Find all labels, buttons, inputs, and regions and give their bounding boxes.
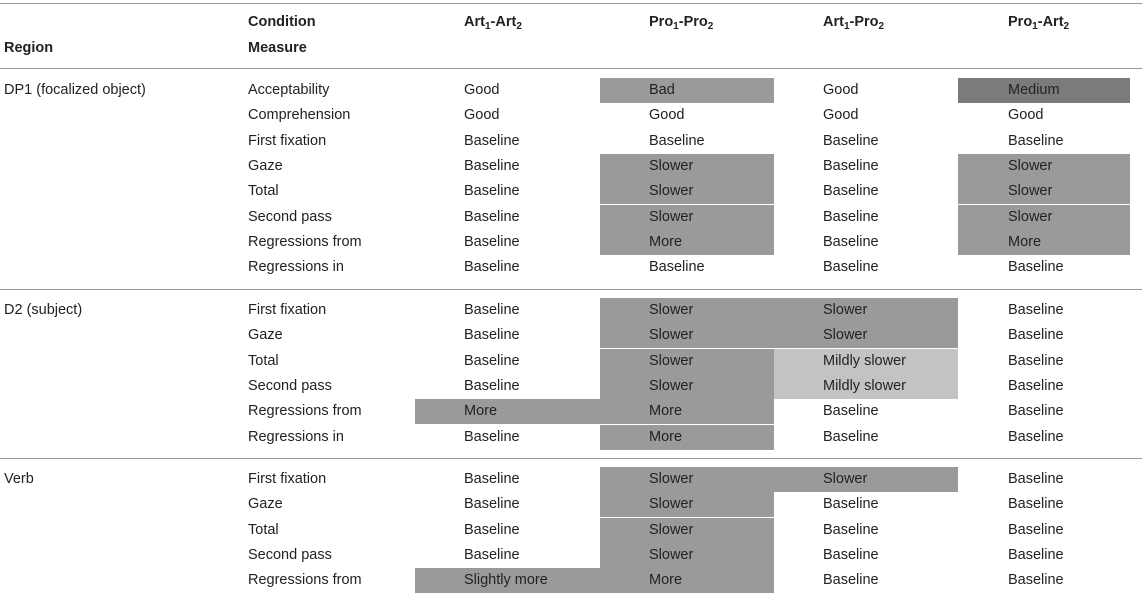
cell-value: Baseline bbox=[464, 302, 520, 318]
cell-value: Baseline bbox=[464, 428, 520, 445]
measure-label: Total bbox=[248, 183, 279, 200]
table-row bbox=[0, 129, 1142, 154]
measure-label: Total bbox=[248, 521, 279, 538]
table-row bbox=[0, 349, 1142, 374]
cell-value: Baseline bbox=[464, 377, 520, 394]
header-condition: Condition bbox=[248, 14, 316, 30]
table-row bbox=[0, 399, 1142, 424]
cell-value: Baseline bbox=[464, 496, 520, 513]
cell-value: More bbox=[464, 403, 498, 420]
header-col-main1: Pro bbox=[1008, 14, 1033, 30]
header-col-pro1-art2 bbox=[1008, 13, 1069, 31]
cell-value: Good bbox=[464, 82, 500, 98]
cell-value: More bbox=[649, 572, 683, 589]
cell-value: Baseline bbox=[1008, 377, 1064, 394]
table-row bbox=[0, 179, 1142, 204]
header-col-sub2: 2 bbox=[1063, 21, 1070, 32]
cell-value: Slower bbox=[649, 546, 694, 563]
cell-value: Slower bbox=[649, 302, 694, 318]
header-col-art1-pro2 bbox=[823, 13, 884, 31]
cell-value: Baseline bbox=[823, 208, 879, 225]
cell-value: Baseline bbox=[823, 403, 879, 420]
region-label: Verb bbox=[4, 471, 34, 487]
header-col-sub1: 1 bbox=[484, 21, 491, 32]
cell-value: Baseline bbox=[1008, 327, 1064, 344]
measure-label: Gaze bbox=[248, 327, 283, 344]
header-region: Region bbox=[4, 40, 54, 56]
cell-value: Baseline bbox=[1008, 403, 1064, 420]
header-col-main1: Art bbox=[823, 14, 844, 30]
cell-value: More bbox=[649, 403, 683, 420]
header-col-main2: Art bbox=[1042, 14, 1064, 30]
cell-value: Baseline bbox=[464, 233, 520, 250]
measure-label: Second pass bbox=[248, 546, 332, 563]
cell-value: Baseline bbox=[823, 428, 879, 445]
cell-value: Baseline bbox=[464, 259, 520, 276]
header-col-sub2: 2 bbox=[878, 21, 885, 32]
cell-value: Slower bbox=[649, 496, 694, 513]
cell-value: Slower bbox=[649, 183, 694, 200]
cell-value: Good bbox=[464, 107, 500, 124]
cell-value: Mildly slower bbox=[823, 377, 906, 394]
cell-value: Good bbox=[823, 82, 859, 98]
measure-label: Regressions from bbox=[248, 572, 362, 589]
cell-value: Baseline bbox=[464, 157, 520, 174]
measure-label: Acceptability bbox=[248, 82, 330, 98]
measure-label: First fixation bbox=[248, 302, 327, 318]
cell-value: Baseline bbox=[823, 572, 879, 589]
cell-value: Baseline bbox=[464, 327, 520, 344]
cell-value: Bad bbox=[649, 82, 675, 98]
measure-label: Second pass bbox=[248, 377, 332, 394]
measure-label: Gaze bbox=[248, 157, 283, 174]
cell-value: Good bbox=[1008, 107, 1044, 124]
cell-highlight bbox=[958, 230, 1130, 255]
measure-label: Regressions in bbox=[248, 259, 344, 276]
cell-value: Baseline bbox=[823, 496, 879, 513]
cell-value: More bbox=[1008, 233, 1042, 250]
cell-value: Baseline bbox=[1008, 496, 1064, 513]
cell-highlight bbox=[600, 78, 774, 103]
cell-value: Baseline bbox=[823, 259, 879, 276]
measure-label: Regressions from bbox=[248, 233, 362, 250]
header-col-sub2: 2 bbox=[516, 21, 522, 32]
cell-value: Good bbox=[823, 107, 859, 124]
cell-highlight bbox=[415, 399, 600, 424]
cell-value: Slower bbox=[1008, 183, 1053, 200]
cell-value: Baseline bbox=[464, 132, 520, 149]
header-rule bbox=[0, 68, 1142, 69]
header-col-main1: Art bbox=[464, 14, 485, 30]
measure-label: Gaze bbox=[248, 496, 283, 513]
header-col-main2: Art bbox=[495, 14, 517, 30]
measure-label: Regressions in bbox=[248, 428, 344, 445]
header-col-art1-art2 bbox=[464, 13, 522, 31]
region-label: DP1 (focalized object) bbox=[4, 82, 146, 98]
measure-label: First fixation bbox=[248, 471, 327, 487]
header-col-sub2: 2 bbox=[707, 21, 714, 32]
cell-value: Baseline bbox=[464, 521, 520, 538]
cell-value: Slower bbox=[649, 208, 694, 225]
cell-value: Baseline bbox=[1008, 521, 1064, 538]
header-col-sub1: 1 bbox=[1032, 21, 1038, 32]
cell-value: Baseline bbox=[1008, 428, 1064, 445]
header-col-pro1-pro2 bbox=[649, 13, 713, 31]
cell-value: Baseline bbox=[823, 233, 879, 250]
cell-value: Slower bbox=[1008, 208, 1053, 225]
cell-value: Slower bbox=[823, 302, 868, 318]
cell-value: More bbox=[649, 428, 683, 445]
cell-value: Slower bbox=[649, 471, 694, 487]
table-row bbox=[0, 492, 1142, 517]
header-col-sep: - bbox=[849, 14, 855, 30]
header-col-main2: Pro bbox=[854, 14, 879, 30]
cell-value: Slower bbox=[823, 471, 868, 487]
cell-highlight bbox=[600, 230, 774, 255]
cell-value: Baseline bbox=[1008, 471, 1064, 487]
cell-value: Baseline bbox=[1008, 352, 1064, 369]
top-rule bbox=[0, 3, 1142, 4]
header-col-main2: Pro bbox=[683, 14, 708, 30]
table-row bbox=[0, 543, 1142, 568]
table-row bbox=[0, 205, 1142, 230]
header-col-sep: - bbox=[490, 14, 496, 30]
cell-highlight bbox=[600, 425, 774, 450]
table-row bbox=[0, 323, 1142, 348]
cell-value: Baseline bbox=[1008, 259, 1064, 276]
table-row bbox=[0, 154, 1142, 179]
cell-value: Slightly more bbox=[464, 572, 548, 589]
table-row bbox=[0, 230, 1142, 255]
cell-value: Slower bbox=[1008, 157, 1053, 174]
cell-value: Mildly slower bbox=[823, 352, 906, 369]
header-col-sep: - bbox=[678, 14, 684, 30]
cell-value: Baseline bbox=[464, 471, 520, 487]
header-col-main1: Pro bbox=[649, 14, 674, 30]
table-row bbox=[0, 255, 1142, 280]
cell-highlight bbox=[600, 399, 774, 424]
cell-value: Slower bbox=[649, 521, 694, 538]
table-row bbox=[0, 425, 1142, 450]
cell-value: Medium bbox=[1008, 82, 1060, 98]
table-row bbox=[0, 568, 1142, 593]
cell-value: Slower bbox=[823, 327, 868, 344]
cell-value: Baseline bbox=[464, 546, 520, 563]
cell-value: Baseline bbox=[1008, 132, 1064, 149]
table-row bbox=[0, 78, 1142, 103]
cell-value: Baseline bbox=[464, 208, 520, 225]
table-row bbox=[0, 518, 1142, 543]
group-divider bbox=[0, 458, 1142, 459]
cell-value: Baseline bbox=[1008, 302, 1064, 318]
cell-value: Baseline bbox=[649, 132, 705, 149]
cell-value: More bbox=[649, 233, 683, 250]
cell-value: Baseline bbox=[823, 157, 879, 174]
cell-value: Baseline bbox=[1008, 572, 1064, 589]
cell-value: Slower bbox=[649, 157, 694, 174]
cell-value: Baseline bbox=[649, 259, 705, 276]
cell-value: Baseline bbox=[823, 183, 879, 200]
table-row bbox=[0, 467, 1142, 492]
header-measure: Measure bbox=[248, 40, 307, 56]
cell-value: Baseline bbox=[464, 352, 520, 369]
cell-value: Baseline bbox=[1008, 546, 1064, 563]
measure-label: First fixation bbox=[248, 132, 327, 149]
cell-value: Slower bbox=[649, 352, 694, 369]
measure-label: Second pass bbox=[248, 208, 332, 225]
table-row bbox=[0, 103, 1142, 128]
cell-value: Slower bbox=[649, 377, 694, 394]
header-col-sep: - bbox=[1037, 14, 1043, 30]
cell-value: Baseline bbox=[464, 183, 520, 200]
cell-value: Good bbox=[649, 107, 685, 124]
cell-value: Baseline bbox=[823, 132, 879, 149]
cell-value: Baseline bbox=[823, 521, 879, 538]
group-divider bbox=[0, 289, 1142, 290]
cell-value: Baseline bbox=[823, 546, 879, 563]
header-col-sub1: 1 bbox=[673, 21, 679, 32]
header-col-sub1: 1 bbox=[843, 21, 850, 32]
measure-label: Total bbox=[248, 352, 279, 369]
table-row bbox=[0, 374, 1142, 399]
measure-label: Comprehension bbox=[248, 107, 351, 124]
cell-value: Slower bbox=[649, 327, 694, 344]
region-label: D2 (subject) bbox=[4, 302, 83, 318]
table-row bbox=[0, 298, 1142, 323]
measure-label: Regressions from bbox=[248, 403, 362, 420]
cell-highlight bbox=[600, 568, 774, 593]
